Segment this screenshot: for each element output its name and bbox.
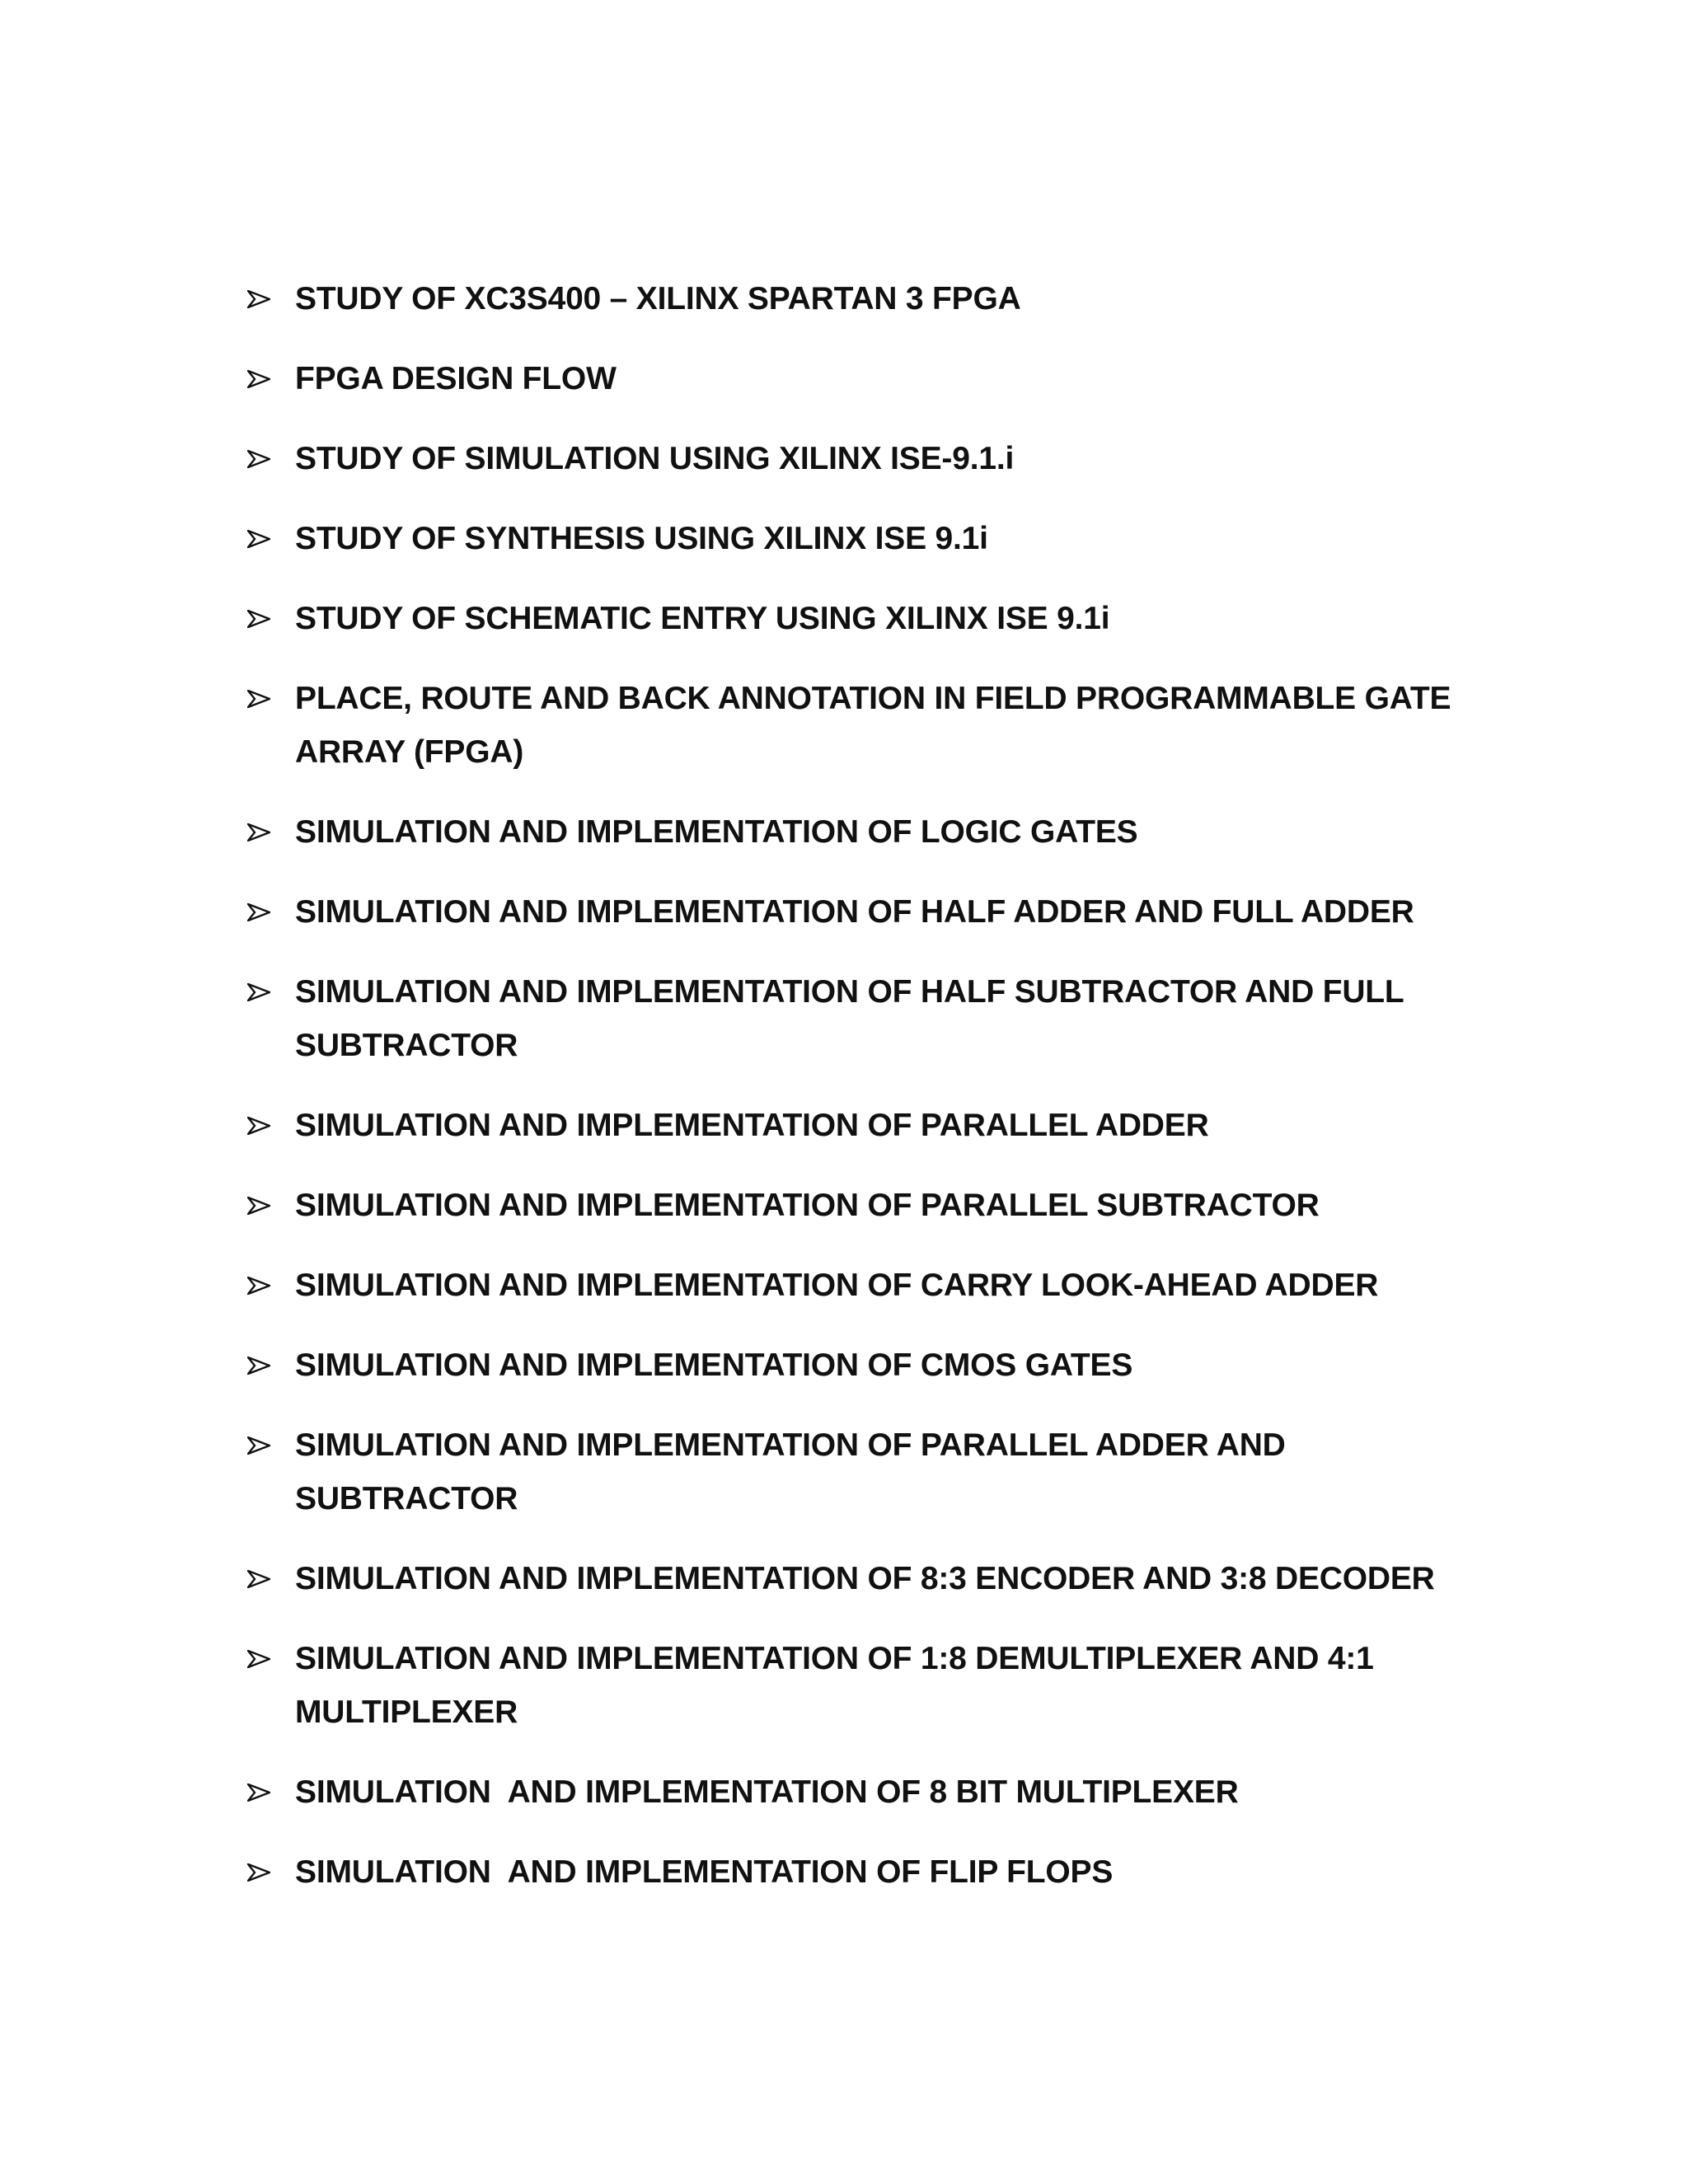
arrowhead-bullet-icon <box>247 1783 270 1802</box>
list-item-text: PLACE, ROUTE AND BACK ANNOTATION IN FIELD PROGRAMMABLE GATE ARRAY (FPGA) <box>295 681 1459 770</box>
list-item <box>247 1418 1517 1526</box>
arrowhead-bullet-icon <box>247 1117 270 1135</box>
list-item-text: SIMULATION AND IMPLEMENTATION OF HALF SUBTRACTOR AND FULL SUBTRACTOR <box>295 974 1413 1063</box>
list-item <box>247 1765 1517 1819</box>
experiment-list <box>247 272 1517 1925</box>
arrowhead-bullet-icon <box>247 370 270 388</box>
list-item-text: SIMULATION AND IMPLEMENTATION OF PARALLEL SUBTRACTOR <box>295 1188 1320 1223</box>
list-item-text: SIMULATION AND IMPLEMENTATION OF 8 BIT MULTIPLEXER <box>295 1774 1239 1810</box>
list-item <box>247 1845 1517 1899</box>
list-item-text: SIMULATION AND IMPLEMENTATION OF HALF ADDER AND FULL ADDER <box>295 894 1414 930</box>
list-item <box>247 1338 1517 1392</box>
list-item-text: FPGA DESIGN FLOW <box>295 361 617 396</box>
list-item-text: SIMULATION AND IMPLEMENTATION OF 8:3 ENCODER AND 3:8 DECODER <box>295 1561 1435 1596</box>
arrowhead-bullet-icon <box>247 530 270 548</box>
arrowhead-bullet-icon <box>247 823 270 841</box>
list-item <box>247 1179 1517 1232</box>
arrowhead-bullet-icon <box>247 1570 270 1588</box>
arrowhead-bullet-icon <box>247 290 270 308</box>
list-item-text: STUDY OF SYNTHESIS USING XILINX ISE 9.1i <box>295 521 988 556</box>
list-item <box>247 512 1517 565</box>
list-item <box>247 965 1517 1072</box>
list-item-text: SIMULATION AND IMPLEMENTATION OF PARALLEL ADDER AND SUBTRACTOR <box>295 1427 1295 1516</box>
list-item-text: SIMULATION AND IMPLEMENTATION OF LOGIC GATES <box>295 814 1138 850</box>
list-item <box>247 885 1517 939</box>
arrowhead-bullet-icon <box>247 1650 270 1668</box>
list-item-text: SIMULATION AND IMPLEMENTATION OF 1:8 DEMULTIPLEXER AND 4:1 MULTIPLEXER <box>295 1641 1383 1730</box>
list-item <box>247 672 1517 779</box>
list-item <box>247 1099 1517 1152</box>
list-item-text: STUDY OF SCHEMATIC ENTRY USING XILINX ISE 9.1i <box>295 601 1110 636</box>
list-item-text: STUDY OF SIMULATION USING XILINX ISE-9.1.i <box>295 441 1015 476</box>
arrowhead-bullet-icon <box>247 1197 270 1215</box>
arrowhead-bullet-icon <box>247 1863 270 1882</box>
list-item <box>247 592 1517 645</box>
arrowhead-bullet-icon <box>247 610 270 628</box>
list-item <box>247 432 1517 485</box>
list-item <box>247 272 1517 326</box>
arrowhead-bullet-icon <box>247 690 270 708</box>
arrowhead-bullet-icon <box>247 1357 270 1375</box>
list-item <box>247 805 1517 859</box>
arrowhead-bullet-icon <box>247 450 270 468</box>
list-item-text: SIMULATION AND IMPLEMENTATION OF PARALLEL ADDER <box>295 1108 1209 1143</box>
arrowhead-bullet-icon <box>247 1277 270 1295</box>
list-item <box>247 1552 1517 1605</box>
list-item-text: SIMULATION AND IMPLEMENTATION OF CARRY LOOK-AHEAD ADDER <box>295 1268 1379 1303</box>
list-item <box>247 352 1517 405</box>
list-item-text: SIMULATION AND IMPLEMENTATION OF FLIP FLOPS <box>295 1854 1114 1890</box>
arrowhead-bullet-icon <box>247 903 270 921</box>
list-item-text: STUDY OF XC3S400 – XILINX SPARTAN 3 FPGA <box>295 281 1021 316</box>
arrowhead-bullet-icon <box>247 983 270 1001</box>
list-item <box>247 1258 1517 1312</box>
list-item <box>247 1632 1517 1739</box>
arrowhead-bullet-icon <box>247 1436 270 1455</box>
list-item-text: SIMULATION AND IMPLEMENTATION OF CMOS GATES <box>295 1347 1133 1383</box>
